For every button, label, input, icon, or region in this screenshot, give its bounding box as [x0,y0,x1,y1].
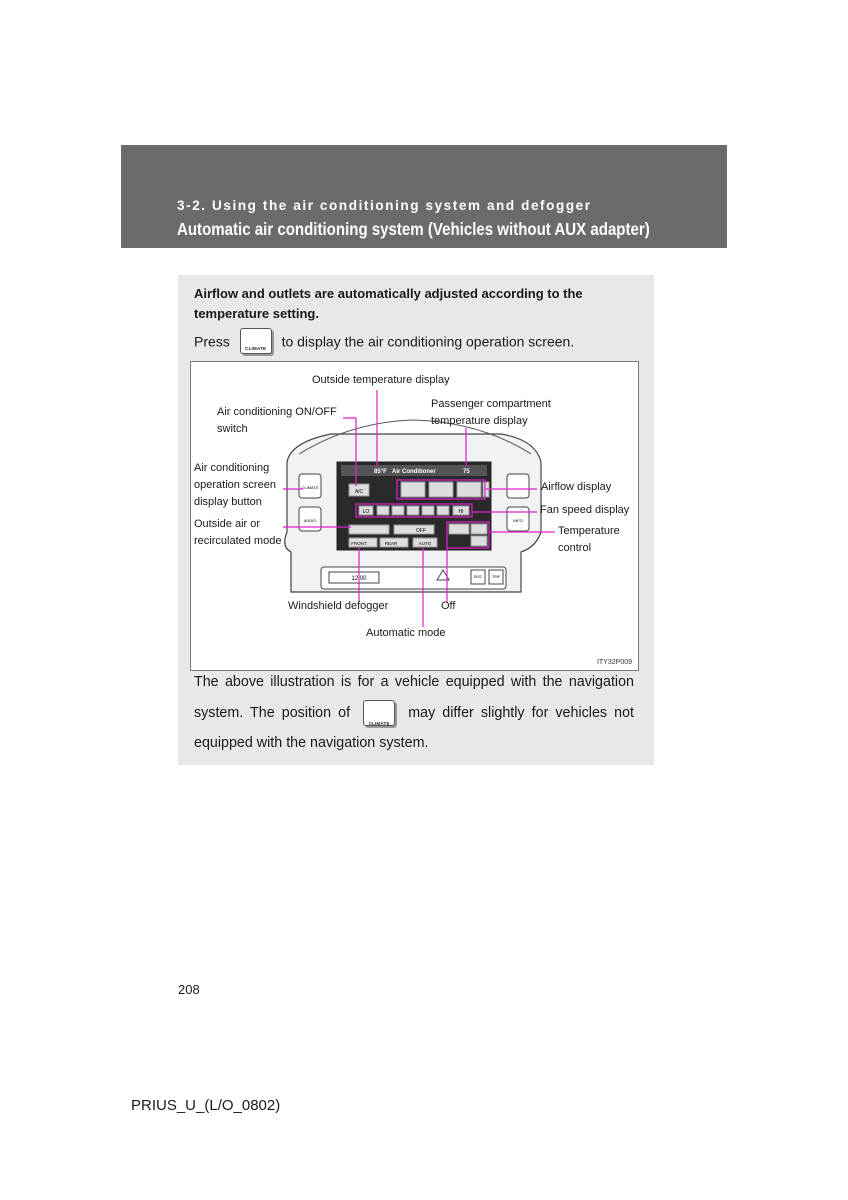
callout-outside-temp: Outside temperature display [312,374,450,386]
callout-off: Off [441,600,456,612]
callout-ac-switch-line2: switch [217,423,248,435]
intro-text: Airflow and outlets are automatically adjusted according to the temperature setting. [194,286,583,321]
chapter-header [121,145,727,248]
footer-code: PRIUS_U_(L/O_0802) [131,1097,281,1114]
callout-temp-control-line1: Temperature [558,525,620,537]
climate-button-label: CLIMATE [368,720,390,726]
callout-screen-button-line1: Air conditioning [194,462,270,474]
left-button-climate: CLIMATE [301,485,319,490]
section-label: 3-2. Using the air conditioning system and defogger [177,198,592,213]
callout-airflow: Airflow display [541,481,612,493]
disc-button: DISC [473,575,483,579]
screen-fan-lo: LO [362,509,370,515]
screen-auto-button: AUTO [418,541,432,546]
screen-fan-hi: HI [458,509,464,515]
callout-passenger-temp-line1: Passenger compartment [431,398,551,410]
press-suffix: to display the air conditioning operation screen. [281,333,575,350]
climate-button-icon [240,328,272,354]
screen-passenger-temp: 75 [463,469,470,475]
left-button-audio: AUDIO [303,518,317,523]
screen-front-defog: FRONT [351,541,367,546]
screen-ac-button: A/C [354,489,364,495]
screen-title: Air Conditioner [392,469,436,475]
callout-outside-air-line2: recirculated mode [194,535,282,547]
dashboard-illustration [190,361,639,671]
callout-screen-button-line2: operation screen [194,479,276,491]
callout-auto-mode: Automatic mode [366,627,446,639]
screen-outside-temp: 85°F [374,469,387,475]
screen-off-button: OFF [416,528,426,534]
note-text [194,667,634,759]
clock-display: 12:00 [351,576,367,582]
screen-rear-defog: REAR [384,541,398,546]
note-before: The above illustration is for a vehicle equipped with the navigation system. The position of [194,674,634,721]
page-number: 208 [178,982,200,997]
note-after: may differ slightly for vehicles not equipped with the navigation system. [194,704,634,751]
callout-outside-air-line1: Outside air or [194,518,261,530]
callout-passenger-temp-line2: temperature display [431,415,528,427]
climate-button-icon [363,700,395,726]
info-panel [178,275,654,765]
callout-fan-speed: Fan speed display [540,504,630,516]
page-title: Automatic air conditioning system (Vehicles without AUX adapter) [177,219,650,239]
press-prefix: Press [194,333,230,350]
figure-code: ITY32P009 [596,659,632,666]
callout-temp-control-line2: control [558,542,592,554]
climate-button-label: CLIMATE [245,346,267,352]
trip-button: TRIP [492,575,500,579]
callout-ac-switch-line1: Air conditioning ON/OFF [217,406,337,418]
press-instruction [194,328,574,354]
callout-screen-button-line3: display button [194,496,262,508]
callout-windshield: Windshield defogger [288,600,389,612]
right-button-info: INFO [513,518,523,523]
